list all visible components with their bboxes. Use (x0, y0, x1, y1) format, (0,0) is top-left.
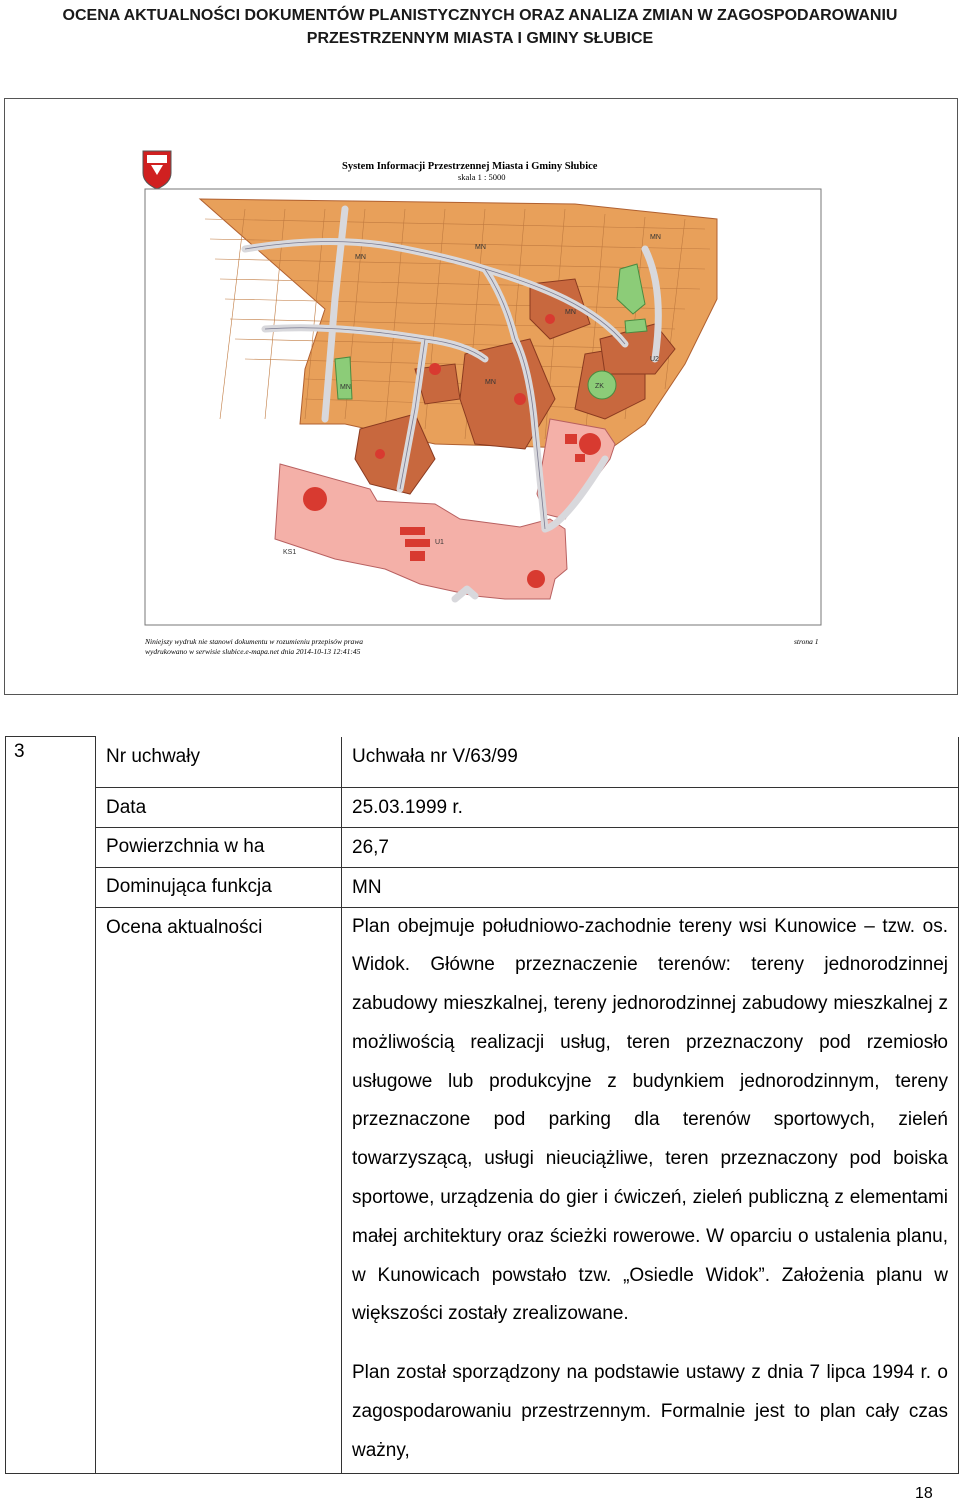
map-page: strona 1 (794, 637, 819, 646)
svg-text:U2: U2 (650, 356, 659, 363)
value-date: 25.03.1999 r. (342, 787, 959, 827)
label-dominant-function: Dominująca funkcja (96, 867, 342, 907)
map-svg (5, 99, 957, 694)
assessment-paragraph-2: Plan został sporządzony na podstawie ustawy z dnia 7 lipca 1994 r. o zagospodarowaniu przestrzennym. Formalnie jest to plan cały czas ważny, (352, 1362, 948, 1461)
svg-text:MN: MN (340, 384, 351, 391)
label-date: Data (96, 787, 342, 827)
map-footer-line-1: Niniejszy wydruk nie stanowi dokumentu w rozumieniu przepisów prawa (145, 637, 364, 646)
page-number: 18 (915, 1485, 933, 1502)
svg-text:ZK: ZK (595, 383, 604, 390)
map-figure (4, 98, 958, 695)
value-area: 26,7 (342, 827, 959, 867)
svg-text:MN: MN (355, 254, 366, 261)
table-row (6, 787, 959, 827)
svg-text:KS1: KS1 (283, 549, 297, 556)
document-header (0, 4, 960, 50)
svg-text:MN: MN (475, 244, 486, 251)
coat-of-arms-icon (143, 151, 171, 189)
svg-text:MN: MN (485, 379, 496, 386)
header-line-1: OCENA AKTUALNOŚCI DOKUMENTÓW PLANISTYCZNYCH ORAZ ANALIZA ZMIAN W ZAGOSPODAROWANIU (62, 7, 898, 24)
value-dominant-function: MN (342, 867, 959, 907)
svg-text:MN: MN (565, 309, 576, 316)
label-currency-assessment: Ocena aktualności (96, 907, 342, 1473)
label-resolution-number: Nr uchwały (96, 737, 342, 788)
label-area: Powierzchnia w ha (96, 827, 342, 867)
table-row (6, 737, 959, 788)
row-number: 3 (6, 737, 96, 1474)
map-scale: skala 1 : 5000 (458, 172, 506, 182)
svg-text:MN: MN (650, 234, 661, 241)
table-row (6, 827, 959, 867)
header-line-2: PRZESTRZENNYM MIASTA I GMINY SŁUBICE (306, 30, 654, 47)
map-title: System Informacji Przestrzennej Miasta i Gminy Słubice (342, 161, 598, 172)
value-resolution-number: Uchwała nr V/63/99 (342, 737, 959, 788)
assessment-paragraph-1: Plan obejmuje południowo-zachodnie tereny wsi Kunowice – tzw. os. Widok. Główne przeznaczenie terenów: tereny jednorodzinnej zabudowy mieszkalnej, tereny jednorodzinnej zabudowy mieszkalnej z możliwością realizacji usług, teren przeznaczony pod rzemiosło usługowe lub produkcyjne z budynkiem jednorodzinnym, tereny przeznaczone pod parking dla terenów sportowych, zieleń towarzyszącą, usługi nieuciążliwe, teren przeznaczony pod boiska sportowe, urządzenia do gier i ćwiczeń, zieleń publiczną z elementami małej architektury oraz ścieżki rowerowe. W oparciu o ustalenia planu, w Kunowicach powstało tzw. „Osiedle Widok”. Założenia planu w większości zostały zrealizowane. (352, 915, 948, 1325)
table-row (6, 907, 959, 1473)
value-currency-assessment (342, 907, 959, 1473)
table-row (6, 867, 959, 907)
svg-text:U1: U1 (435, 539, 444, 546)
map-footer-line-2: wydrukowano w serwisie slubice.e-mapa.net dnia 2014-10-13 12:41:45 (145, 647, 361, 656)
plan-table (5, 736, 959, 1474)
